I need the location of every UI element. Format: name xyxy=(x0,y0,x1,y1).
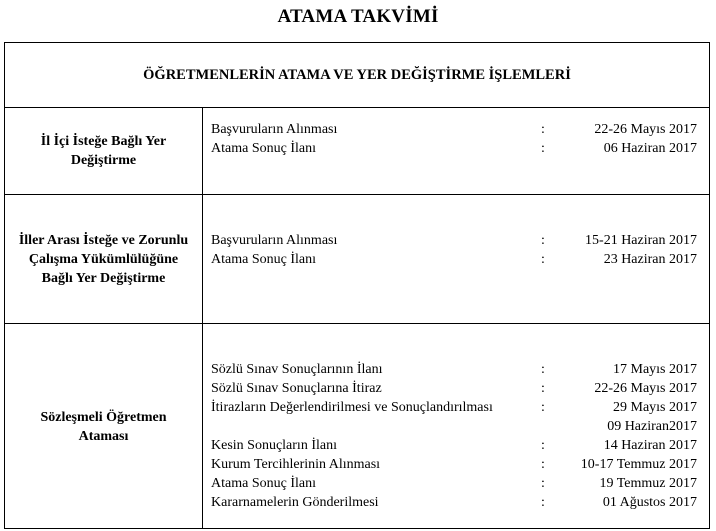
page-title: ATAMA TAKVİMİ xyxy=(277,6,439,27)
schedule-row: Başvuruların Alınması : 22-26 Mayıs 2017 xyxy=(211,122,697,137)
schedule-row: Kararnamelerin Gönderilmesi : 01 Ağustos 2017 xyxy=(211,495,697,510)
schedule-row: Sözlü Sınav Sonuçlarının İlanı : 17 Mayıs 2017 xyxy=(211,362,697,377)
section-items-iller-arasi xyxy=(203,195,709,323)
schedule-row: 09 Haziran2017 xyxy=(607,419,697,434)
schedule-row: Atama Sonuç İlanı : 23 Haziran 2017 xyxy=(211,252,697,267)
section-items-il-ici xyxy=(203,108,709,194)
section-items-sozlesmeli xyxy=(203,324,709,529)
schedule-row: Sözlü Sınav Sonuçlarına İtiraz : 22-26 Mayıs 2017 xyxy=(211,381,697,396)
table-header: ÖĞRETMENLERİN ATAMA VE YER DEĞİŞTİRME İŞLEMLERİ xyxy=(5,43,709,108)
schedule-row: Kurum Tercihlerinin Alınması : 10-17 Temmuz 2017 xyxy=(211,457,697,472)
section-title-iller-arasi: İller Arası İsteğe ve Zorunlu Çalışma Yükümlülüğüne Bağlı Yer Değiştirme xyxy=(18,232,189,286)
schedule-row: Başvuruların Alınması : 15-21 Haziran 2017 xyxy=(211,233,697,248)
schedule-table xyxy=(4,42,710,529)
schedule-row: İtirazların Değerlendirilmesi ve Sonuçlandırılması : 29 Mayıs 2017 xyxy=(211,400,697,415)
schedule-row: Atama Sonuç İlanı : 19 Temmuz 2017 xyxy=(211,476,697,491)
schedule-row: Kesin Sonuçların İlanı : 14 Haziran 2017 xyxy=(211,438,697,453)
section-title-il-ici: İl İçi İsteğe Bağlı Yer Değiştirme xyxy=(40,134,167,168)
section-title-sozlesmeli: Sözleşmeli Öğretmen Ataması xyxy=(40,409,167,444)
schedule-row: Atama Sonuç İlanı : 06 Haziran 2017 xyxy=(211,141,697,156)
